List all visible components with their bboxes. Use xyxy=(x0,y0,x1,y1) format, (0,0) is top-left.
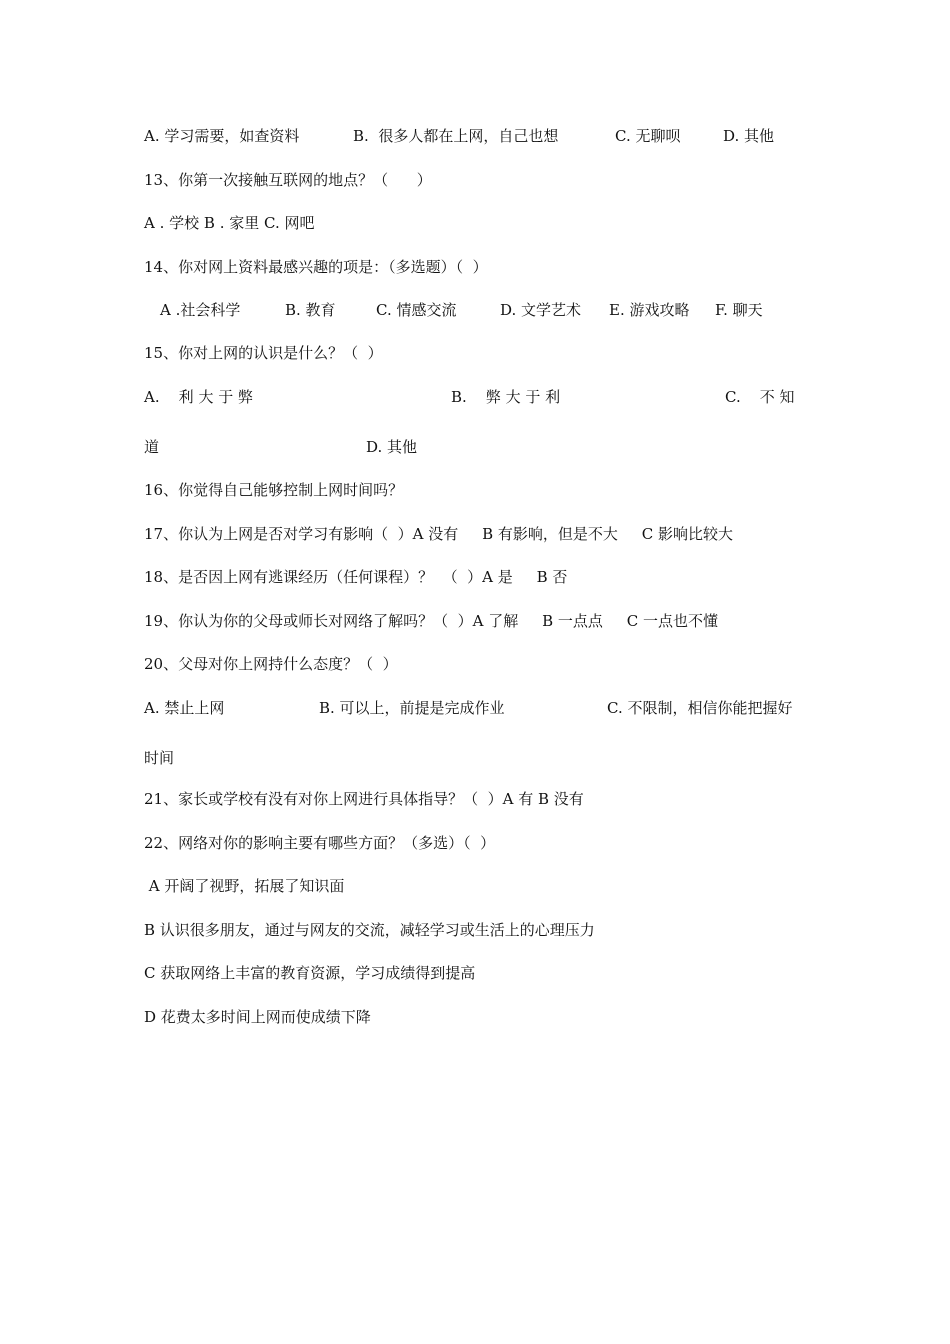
q12-option-b: B. 很多人都在上网，自己也想 xyxy=(353,127,559,145)
question-20: 20、父母对你上网持什么态度？（ ） xyxy=(144,655,398,673)
q15-option-d: D. 其他 xyxy=(366,438,418,456)
q14-option-e: E. 游戏攻略 xyxy=(609,301,690,319)
q22-option-d: D 花费太多时间上网而使成绩下降 xyxy=(144,1008,371,1026)
q12-option-c: C. 无聊呗 xyxy=(615,127,681,145)
q20-option-c-continued: 时间 xyxy=(144,749,175,767)
question-19: 19、你认为你的父母或师长对网络了解吗？（ ）A 了解 B 一点点 C 一点也不懂 xyxy=(144,612,718,630)
question-16: 16、你觉得自己能够控制上网时间吗？ xyxy=(144,481,404,499)
question-13-options: A . 学校 B . 家里 C. 网吧 xyxy=(144,214,315,232)
q14-option-c: C. 情感交流 xyxy=(376,301,457,319)
q15-option-c-continued: 道 xyxy=(144,438,160,456)
q20-option-b: B. 可以上，前提是完成作业 xyxy=(319,699,505,717)
question-14: 14、你对网上资料最感兴趣的项是：（多选题）（ ） xyxy=(144,258,488,276)
q22-option-b: B 认识很多朋友，通过与网友的交流，减轻学习或生活上的心理压力 xyxy=(144,921,595,939)
question-15: 15、你对上网的认识是什么？（ ） xyxy=(144,344,383,362)
question-18: 18、是否因上网有逃课经历（任何课程）？ （ ）A 是 B 否 xyxy=(144,568,568,586)
question-17: 17、你认为上网是否对学习有影响（ ）A 没有 B 有影响，但是不大 C 影响比较大 xyxy=(144,525,733,543)
q22-option-c: C 获取网络上丰富的教育资源，学习成绩得到提高 xyxy=(144,964,476,982)
q14-option-b: B. 教育 xyxy=(285,301,336,319)
q20-option-c: C. 不限制，相信你能把握好 xyxy=(607,699,793,717)
q15-option-b: B. 弊 大 于 利 xyxy=(451,388,561,406)
question-22: 22、网络对你的影响主要有哪些方面？（多选）（ ） xyxy=(144,834,496,852)
question-21: 21、家长或学校有没有对你上网进行具体指导？（ ）A 有 B 没有 xyxy=(144,790,584,808)
q20-option-a: A. 禁止上网 xyxy=(144,699,225,717)
q14-option-a: A .社会科学 xyxy=(160,301,241,319)
q22-option-a: A 开阔了视野，拓展了知识面 xyxy=(144,877,345,895)
q14-option-f: F. 聊天 xyxy=(715,301,763,319)
question-13: 13、你第一次接触互联网的地点？（ ） xyxy=(144,171,432,189)
q15-option-c: C. 不 知 xyxy=(725,388,795,406)
q14-option-d: D. 文学艺术 xyxy=(500,301,582,319)
q15-option-a: A. 利 大 于 弊 xyxy=(144,388,253,406)
q12-option-d: D. 其他 xyxy=(723,127,775,145)
q12-option-a: A. 学习需要，如查资料 xyxy=(144,127,300,145)
